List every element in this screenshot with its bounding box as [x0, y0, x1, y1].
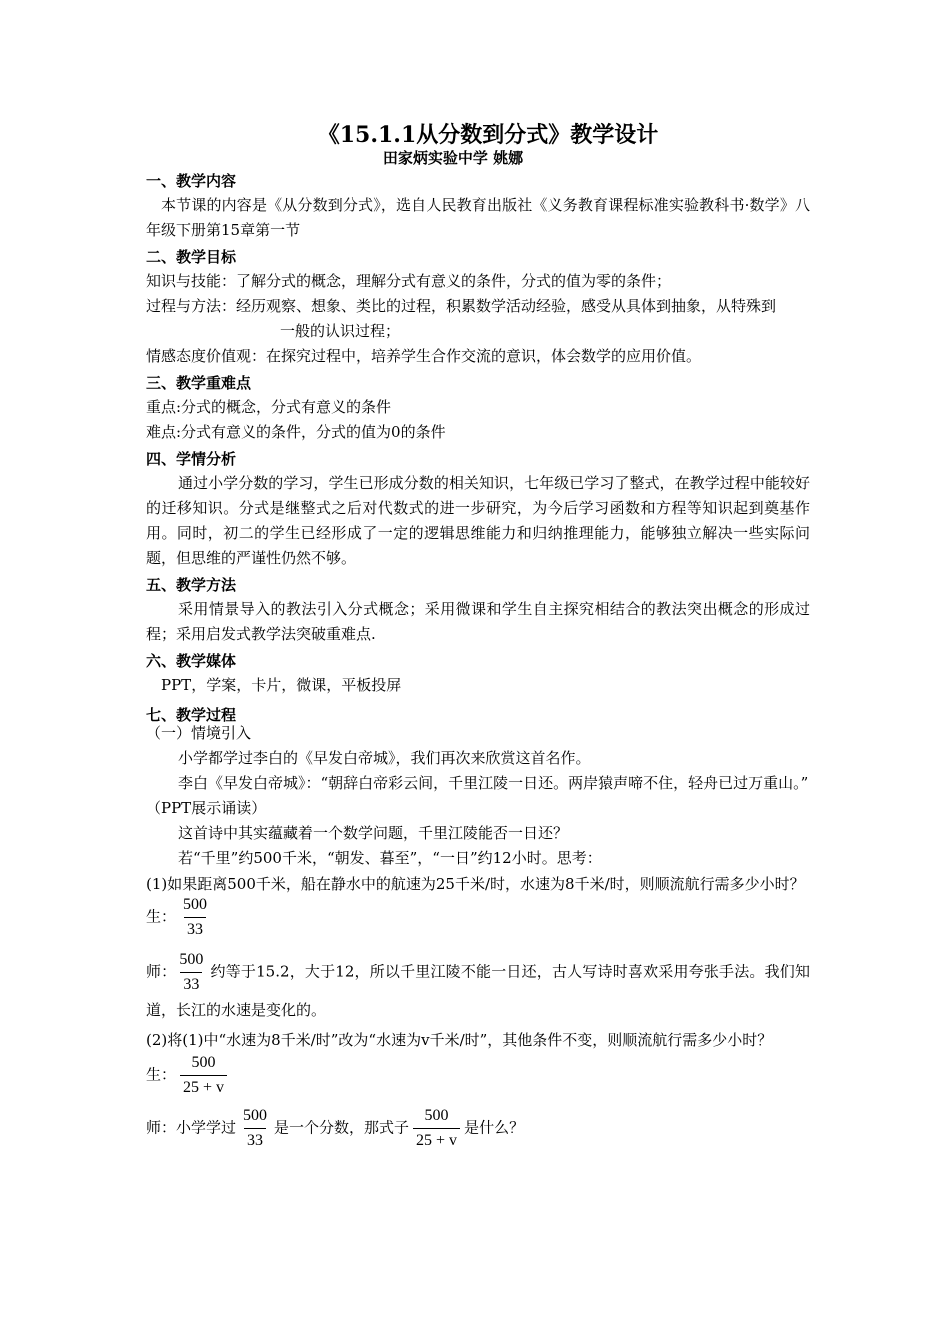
fraction-denominator: 25 + v	[413, 1128, 460, 1153]
fraction-500-over-33	[180, 893, 210, 942]
process-paragraph-4: 这首诗中其实蕴藏着一个数学问题，千里江陵能否一日还？	[178, 824, 569, 842]
section-heading-media: 六、教学媒体	[146, 652, 237, 670]
goal-process: 过程与方法：经历观察、想象、类比的过程，积累数学活动经验，感受从具体到抽象，从特殊到	[146, 297, 777, 315]
section-heading-goals: 二、教学目标	[146, 248, 237, 266]
methods-text: 采用情景导入的教法引入分式概念；采用微课和学生自主探究相结合的教法突出概念的形成过程；采用启发式教学法突破重难点.	[146, 600, 810, 643]
fraction-denominator: 33	[180, 972, 202, 997]
teacher-remark-mid: 是一个分数，那式子	[274, 1118, 410, 1137]
student-label: 生：	[146, 907, 177, 926]
document-page	[146, 120, 810, 1153]
section-heading-students: 四、学情分析	[146, 450, 237, 468]
fraction-denominator: 25 + v	[180, 1075, 227, 1100]
poem-paragraph: 李白《早发白帝城》：“朝辞白帝彩云间，千里江陵一日还。两岸猿声啼不住，轻舟已过万重山。”	[178, 774, 809, 792]
section-heading-content: 一、教学内容	[146, 172, 237, 190]
fraction-numerator: 500	[183, 896, 208, 913]
student-answer-1	[146, 893, 810, 942]
process-paragraph-1: 小学都学过李白的《早发白帝城》，我们再次来欣赏这首名作。	[178, 749, 591, 767]
fraction-denominator: 33	[244, 1128, 266, 1153]
section-heading-process: 七、教学过程	[146, 706, 237, 724]
fraction-numerator: 500	[424, 1107, 449, 1124]
teacher-remark-1	[146, 948, 810, 1023]
student-analysis-text: 通过小学分数的学习，学生已形成分数的相关知识，七年级已学习了整式，在教学过程中能较好的迁移知识。分式是继整式之后对代数式的进一步研究，为今后学习函数和方程等知识起到奠基作用。同时，初二的学生已经形成了一定的逻辑思维能力和归纳推理能力，能够独立解决一些实际问题，但思维的严谨性仍然不够。	[146, 474, 810, 567]
teacher-label: 师：	[146, 962, 177, 981]
document-author: 田家炳实验中学 姚娜	[382, 149, 524, 167]
fraction-500-over-25-plus-v	[413, 1104, 460, 1153]
difficult-point: 难点:分式有意义的条件，分式的值为0的条件	[146, 423, 446, 441]
teacher-remark-end: 是什么？	[464, 1118, 525, 1137]
teacher-remark-text: 约等于15.2，大于12，所以千里江陵不能一日还，古人写诗时喜欢采用夸张手法。我们知道，长江的水速是变化的。	[146, 962, 810, 1019]
section-heading-methods: 五、教学方法	[146, 576, 237, 594]
subsection-intro: （一）情境引入	[146, 724, 252, 742]
section-content-text: 本节课的内容是《从分数到分式》，选自人民教育出版社《义务教育课程标准实验教科书·数学》八年级下册第15章第一节	[146, 196, 810, 239]
goal-process-continued: 一般的认识过程；	[280, 322, 401, 340]
question-1: (1)如果距离500千米，船在静水中的航速为25千米/时，水速为8千米/时，则顺流航行需多少小时？	[146, 875, 805, 893]
key-point: 重点:分式的概念，分式有意义的条件	[146, 398, 392, 416]
teacher-remark-2	[146, 1104, 810, 1153]
fraction-500-over-33	[240, 1104, 270, 1153]
fraction-500-over-33	[176, 948, 206, 997]
fraction-numerator: 500	[243, 1107, 268, 1124]
question-2: (2)将(1)中“水速为8千米/时”改为“水速为v千米/时”，其他条件不变，则顺流航行需多少小时？	[146, 1031, 773, 1049]
section-heading-keypoints: 三、教学重难点	[146, 374, 252, 392]
media-text: PPT，学案，卡片，微课，平板投屏	[161, 676, 402, 694]
teacher-label: 师：小学学过	[146, 1118, 237, 1137]
student-label: 生：	[146, 1065, 177, 1084]
goal-knowledge: 知识与技能：了解分式的概念，理解分式有意义的条件，分式的值为零的条件；	[146, 272, 672, 290]
document-title: 《15.1.1从分数到分式》教学设计	[317, 122, 659, 148]
goal-emotion: 情感态度价值观：在探究过程中，培养学生合作交流的意识，体会数学的应用价值。	[146, 347, 702, 365]
fraction-numerator: 500	[179, 951, 204, 968]
process-paragraph-5: 若“千里”约500千米，“朝发、暮至”，“一日”约12小时。思考：	[178, 849, 602, 867]
fraction-numerator: 500	[191, 1054, 216, 1071]
fraction-500-over-25-plus-v	[180, 1051, 227, 1100]
fraction-denominator: 33	[184, 917, 206, 942]
ppt-note: （PPT展示诵读）	[146, 799, 267, 817]
student-answer-2	[146, 1051, 810, 1100]
